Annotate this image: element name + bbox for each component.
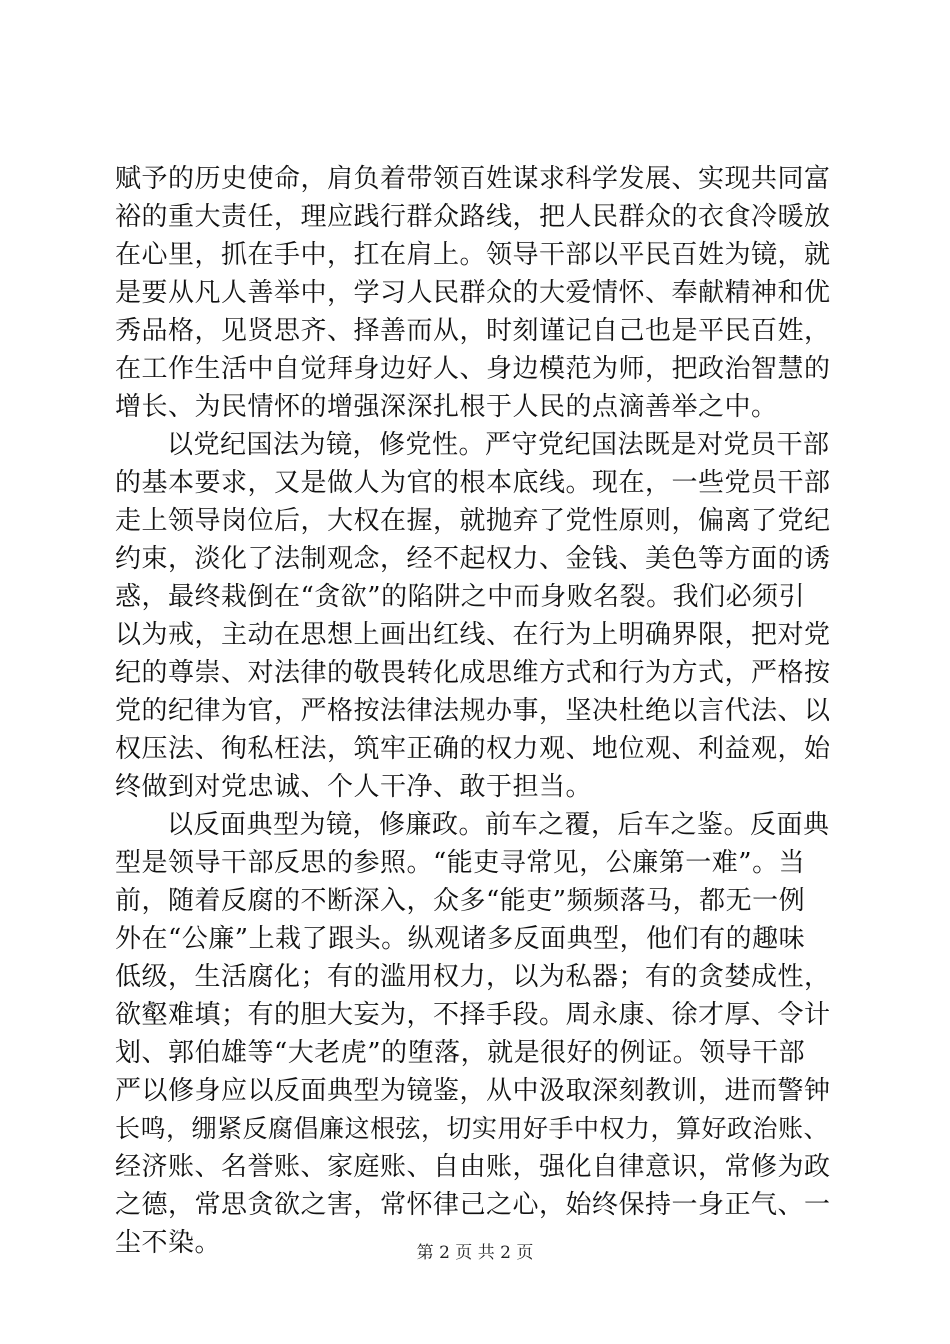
- text-line: 秀品格，见贤思齐、择善而从，时刻谨记自己也是平民百姓，: [115, 316, 831, 346]
- text-line: 欲壑难填；有的胆大妄为，不择手段。周永康、徐才厚、令计: [115, 1000, 831, 1030]
- document-body: [115, 160, 840, 1262]
- text-line: 严以修身应以反面典型为镜鉴，从中汲取深刻教训，进而警钟: [115, 1076, 831, 1106]
- paragraph-first-line: 以党纪国法为镜，修党性。严守党纪国法既是对党员干部: [167, 430, 830, 460]
- text-line: 是要从凡人善举中，学习人民群众的大爱情怀、奉献精神和优: [115, 278, 831, 308]
- paragraph-first-line: 以反面典型为镜，修廉政。前车之覆，后车之鉴。反面典: [167, 810, 830, 840]
- text-line: 低级，生活腐化；有的滥用权力，以为私器；有的贪婪成性，: [115, 962, 831, 992]
- text-line: 增长、为民情怀的增强深深扎根于人民的点滴善举之中。: [115, 392, 778, 422]
- text-line: 经济账、名誉账、家庭账、自由账，强化自律意识，常修为政: [115, 1152, 831, 1182]
- text-line: 尘不染。: [115, 1228, 222, 1258]
- text-line: 前，随着反腐的不断深入，众多“能吏”频频落马，都无一例: [115, 886, 806, 916]
- text-line: 之德，常思贪欲之害，常怀律己之心，始终保持一身正气、一: [115, 1190, 831, 1220]
- text-line: 以为戒，主动在思想上画出红线、在行为上明确界限，把对党: [115, 620, 831, 650]
- page-footer: 第 2 页 共 2 页: [416, 1243, 534, 1263]
- text-line: 走上领导岗位后，大权在握，就抛弃了党性原则，偏离了党纪: [115, 506, 831, 536]
- text-line: 长鸣，绷紧反腐倡廉这根弦，切实用好手中权力，算好政治账、: [115, 1114, 830, 1143]
- text-line: 纪的尊崇、对法律的敬畏转化成思维方式和行为方式，严格按: [115, 658, 831, 688]
- text-line: 裕的重大责任，理应践行群众路线，把人民群众的衣食冷暖放: [115, 202, 831, 232]
- text-line: 外在“公廉”上栽了跟头。纵观诸多反面典型，他们有的趣味: [115, 924, 806, 954]
- text-line: 惑，最终栽倒在“贪欲”的陷阱之中而身败名裂。我们必须引: [115, 582, 806, 612]
- text-line: 的基本要求，又是做人为官的根本底线。现在，一些党员干部: [115, 468, 831, 498]
- text-line: 在心里，抓在手中，扛在肩上。领导干部以平民百姓为镜，就: [115, 240, 831, 270]
- text-line: 权压法、徇私枉法，筑牢正确的权力观、地位观、利益观，始: [115, 734, 831, 764]
- text-line: 党的纪律为官，严格按法律法规办事，坚决杜绝以言代法、以: [115, 696, 831, 726]
- text-line: 划、郭伯雄等“大老虎”的堕落，就是很好的例证。领导干部: [115, 1038, 806, 1068]
- text-line: 终做到对党忠诚、个人干净、敢于担当。: [115, 772, 593, 802]
- text-line: 约束，淡化了法制观念，经不起权力、金钱、美色等方面的诱: [115, 544, 831, 574]
- text-line: 在工作生活中自觉拜身边好人、身边模范为师，把政治智慧的: [115, 354, 831, 384]
- text-line: 赋予的历史使命，肩负着带领百姓谋求科学发展、实现共同富: [115, 164, 831, 194]
- text-line: 型是领导干部反思的参照。“能吏寻常见，公廉第一难”。当: [115, 848, 806, 878]
